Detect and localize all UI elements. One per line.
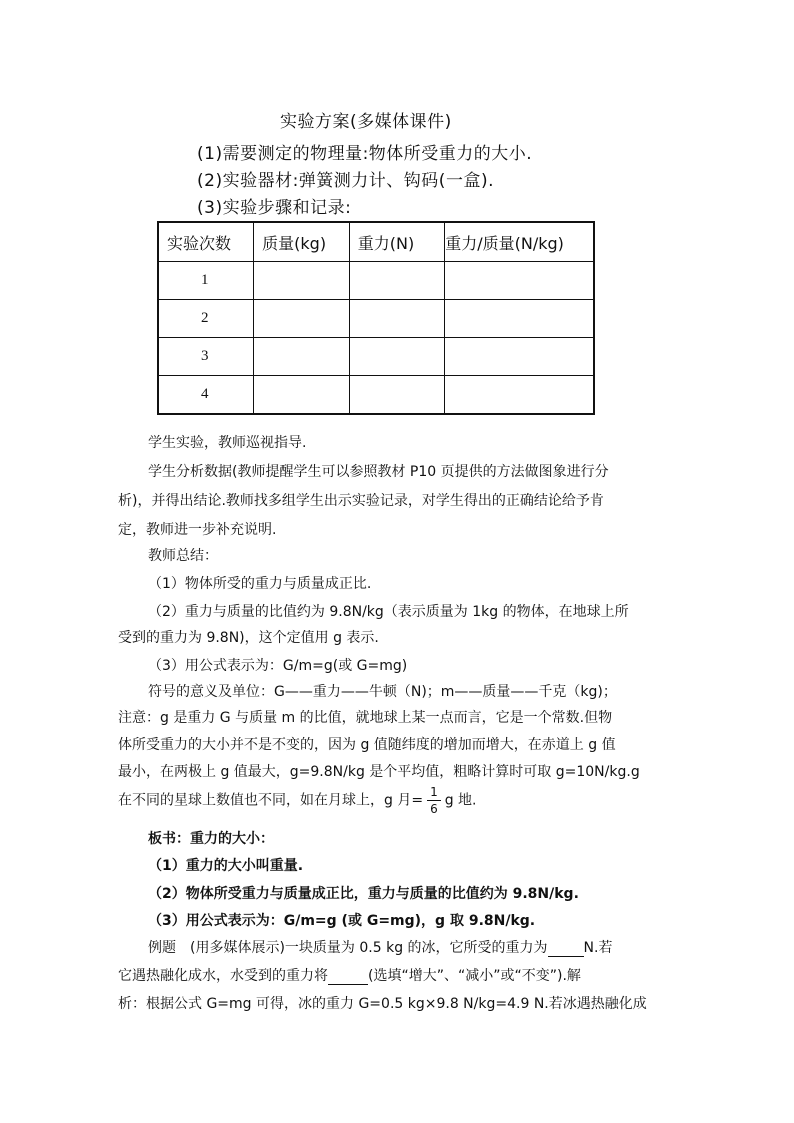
example-line-1-text: 例题 (用多媒体展示)一块质量为 0.5 kg 的冰，它所受的重力为 <box>148 940 548 956</box>
board-item-3: （3）用公式表示为：G/m=g (或 G=mg)，g 取 9.8N/kg. <box>148 913 536 929</box>
ratio-cell <box>445 262 594 300</box>
table-row <box>158 376 594 415</box>
answer-blank-1[interactable] <box>548 940 584 957</box>
summary-label: 教师总结： <box>148 548 218 564</box>
note-line-4 <box>118 784 477 817</box>
board-item-2: （2）物体所受重力与质量成正比，重力与质量的比值约为 9.8N/kg. <box>148 886 579 902</box>
paragraph-analysis-line-3: 定，教师进一步补充说明. <box>118 522 277 538</box>
header-ratio: 重力/质量(N/kg) <box>445 222 594 262</box>
note-line-3: 最小，在两极上 g 值最大，g=9.8N/kg 是个平均值，粗略计算时可取 g=10N/kg.g <box>118 764 640 780</box>
mass-cell <box>254 376 350 415</box>
note-line-4-suffix: g 地. <box>444 792 477 809</box>
ratio-cell <box>445 300 594 338</box>
table-row <box>158 300 594 338</box>
table-header-row <box>158 222 594 262</box>
table-row <box>158 262 594 300</box>
example-line-2 <box>118 965 581 985</box>
board-label: 板书：重力的大小： <box>148 831 274 847</box>
note-line-2: 体所受重力的大小并不是不变的，因为 g 值随纬度的增加而增大，在赤道上 g 值 <box>118 737 616 753</box>
mass-cell <box>254 300 350 338</box>
trial-number: 1 <box>158 262 254 300</box>
gravity-cell <box>349 376 445 415</box>
paragraph-analysis-line-1: 学生分析数据(教师提醒学生可以参照教材 P10 页提供的方法做图象进行分 <box>148 464 609 480</box>
example-line-1-suffix: N.若 <box>583 940 613 956</box>
paragraph-analysis-line-2: 析)，并得出结论.教师找多组学生出示实验记录，对学生得出的正确结论给予肯 <box>118 493 604 509</box>
fraction-denominator: 6 <box>430 802 438 816</box>
plan-item-2: (2)实验器材:弹簧测力计、钩码(一盒). <box>197 171 494 191</box>
header-trial-count: 实验次数 <box>158 222 254 262</box>
example-line-2-text: 它遇热融化成水，水受到的重力将 <box>118 968 328 984</box>
paragraph-student-experiment: 学生实验，教师巡视指导. <box>148 435 307 451</box>
note-line-4-text: 在不同的星球上数值也不同，如在月球上，g 月= <box>118 792 424 809</box>
plan-item-3: (3)实验步骤和记录: <box>197 198 352 218</box>
header-mass: 质量(kg) <box>254 222 350 262</box>
summary-item-2-line-1: （2）重力与质量的比值约为 9.8N/kg（表示质量为 1kg 的物体，在地球上所 <box>148 604 629 620</box>
summary-item-3: （3）用公式表示为：G/m=g(或 G=mg) <box>148 658 408 674</box>
trial-number: 4 <box>158 376 254 415</box>
ratio-cell <box>445 376 594 415</box>
board-item-1: （1）重力的大小叫重量. <box>148 858 304 874</box>
answer-blank-2[interactable] <box>328 968 368 985</box>
gravity-cell <box>349 338 445 376</box>
ratio-cell <box>445 338 594 376</box>
trial-number: 2 <box>158 300 254 338</box>
record-table <box>157 221 595 415</box>
header-gravity: 重力(N) <box>349 222 445 262</box>
example-line-2-suffix: (选填“增大”、“减小”或“不变”).解 <box>368 968 581 984</box>
trial-number: 3 <box>158 338 254 376</box>
note-line-1: 注意：g 是重力 G 与质量 m 的比值，就地球上某一点而言，它是一个常数.但物 <box>118 710 613 726</box>
summary-item-1: （1）物体所受的重力与质量成正比. <box>148 576 372 592</box>
plan-title: 实验方案(多媒体课件) <box>280 112 452 132</box>
fraction-numerator: 1 <box>427 784 441 801</box>
plan-item-1: (1)需要测定的物理量:物体所受重力的大小. <box>197 144 533 164</box>
one-sixth-fraction <box>427 784 441 817</box>
example-line-3: 析：根据公式 G=mg 可得，冰的重力 G=0.5 kg×9.8 N/kg=4.9 N.若冰遇热融化成 <box>118 996 647 1012</box>
example-line-1 <box>148 937 612 957</box>
mass-cell <box>254 338 350 376</box>
symbol-meaning-line: 符号的意义及单位：G——重力——牛顿（N)；m——质量——千克（kg)； <box>148 684 617 700</box>
summary-item-2-line-2: 受到的重力为 9.8N)，这个定值用 g 表示. <box>118 630 379 646</box>
gravity-cell <box>349 300 445 338</box>
gravity-cell <box>349 262 445 300</box>
table-row <box>158 338 594 376</box>
mass-cell <box>254 262 350 300</box>
